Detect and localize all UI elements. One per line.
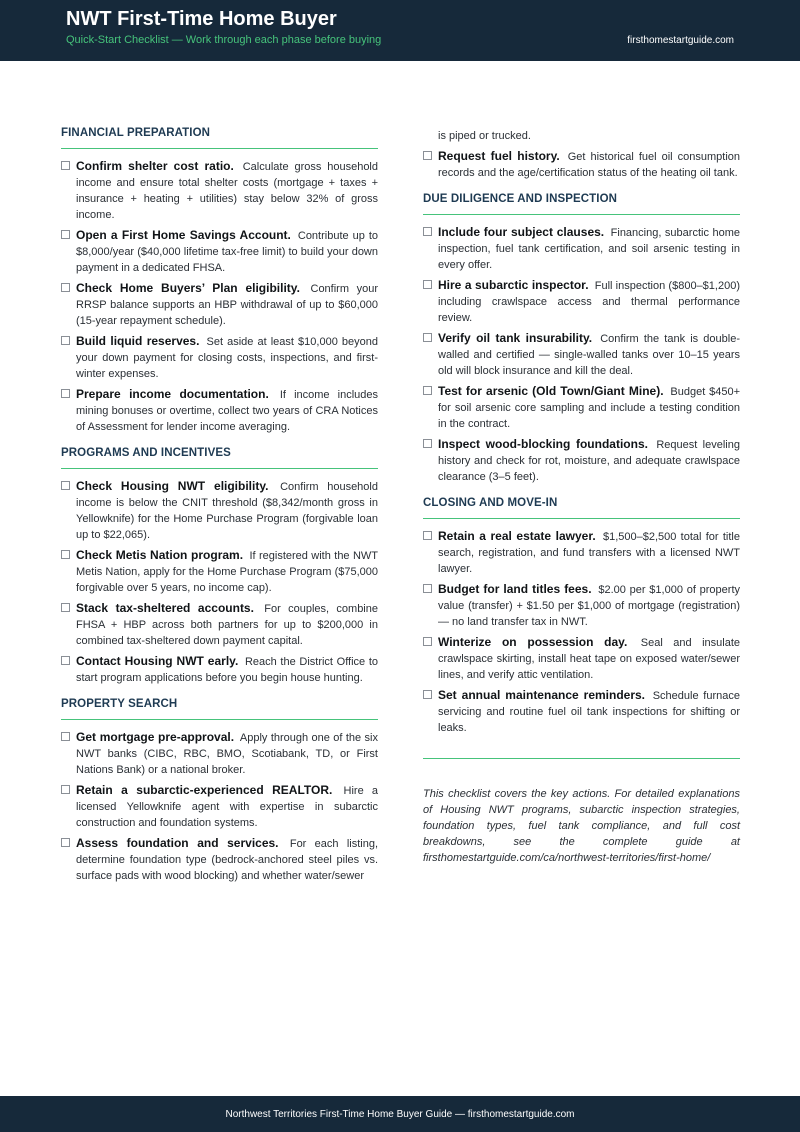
item-lead: Retain a subarctic-experienced REALTOR. — [76, 783, 333, 797]
page-title: NWT First-Time Home Buyer — [66, 8, 337, 30]
item-lead: Contact Housing NWT early. — [76, 654, 239, 668]
checkbox[interactable] — [61, 785, 70, 794]
checkbox[interactable] — [423, 227, 432, 236]
item-text: Confirm your RRSP balance supports an HBP withdrawal of up to $60,000 (15-year repayment schedule). — [76, 283, 378, 327]
item-lead: Budget for land titles fees. — [438, 582, 592, 596]
checklist-item — [61, 280, 378, 329]
item-text: Financing, subarctic home inspection, fuel tank certification, and soil arsenic testing in every offer. — [438, 227, 740, 271]
section-property-search — [61, 698, 378, 884]
checklist-item — [423, 224, 740, 273]
page-footer — [0, 1096, 800, 1132]
checklist-item — [423, 436, 740, 485]
item-lead: Include four subject clauses. — [438, 225, 605, 239]
checkbox[interactable] — [423, 333, 432, 342]
section-title: PROPERTY SEARCH — [61, 698, 378, 720]
item-lead: Verify oil tank insurability. — [438, 331, 593, 345]
checklist-item — [61, 729, 378, 778]
item-lead: Prepare income documentation. — [76, 387, 269, 401]
item-text: Full inspection ($800–$1,200) including crawlspace access and thermal performance review. — [438, 280, 740, 324]
section-due-diligence — [423, 193, 740, 485]
checklist-item — [423, 581, 740, 630]
checklist-item — [61, 158, 378, 223]
item-lead: Confirm shelter cost ratio. — [76, 159, 234, 173]
item-lead: Retain a real estate lawyer. — [438, 529, 596, 543]
item-text: For couples, combine FHSA + HBP across both partners for up to $200,000 in combined tax-sheltered down payment capital. — [76, 603, 378, 647]
checkbox[interactable] — [423, 584, 432, 593]
item-lead: Winterize on possession day. — [438, 635, 628, 649]
checklist-item — [61, 478, 378, 543]
item-text: $2.00 per $1,000 of property value (transfer) + $1.50 per $1,000 of mortgage (registration) — no land transfer tax in NWT. — [438, 584, 741, 628]
checkbox[interactable] — [423, 151, 432, 160]
item-lead: Test for arsenic (Old Town/Giant Mine). — [438, 384, 664, 398]
item-lead: Build liquid reserves. — [76, 334, 200, 348]
checklist-item — [61, 835, 378, 884]
checklist-item — [423, 277, 740, 326]
checklist-item — [61, 547, 378, 596]
checkbox[interactable] — [423, 386, 432, 395]
item-text: Calculate gross household income and ensure total shelter costs (mortgage + taxes + insurance + heating + utilities) stay below 32% of gross income. — [76, 161, 378, 221]
checklist-item — [61, 386, 378, 435]
item-text: Reach the District Office to start program applications before you begin house hunting. — [76, 656, 379, 684]
section-programs-incentives — [61, 447, 378, 686]
item-lead: Check Home Buyers’ Plan eligibility. — [76, 281, 300, 295]
checkbox[interactable] — [61, 656, 70, 665]
item-text: $1,500–$2,500 total for title search, registration, and fund transfers with a licensed NWT lawyer. — [438, 531, 740, 575]
checklist-item — [423, 634, 740, 683]
item-lead: Assess foundation and services. — [76, 836, 279, 850]
checkbox[interactable] — [61, 230, 70, 239]
checklist-item — [423, 383, 740, 432]
item-text: Apply through one of the six NWT banks (CIBC, RBC, BMO, Scotiabank, TD, or First Nations Bank) or a national broker. — [76, 732, 379, 776]
checkbox[interactable] — [423, 280, 432, 289]
checkbox[interactable] — [423, 531, 432, 540]
checkbox[interactable] — [61, 161, 70, 170]
right-column — [423, 128, 740, 866]
item-text: Get historical fuel oil consumption records and the age/certification status of the heating oil tank. — [438, 151, 740, 179]
checkbox[interactable] — [61, 732, 70, 741]
item-text: Schedule furnace servicing and routine fuel oil tank inspections for shifting or leaks. — [438, 690, 740, 734]
checklist-item — [61, 782, 378, 831]
checklist-item — [423, 687, 740, 736]
checkbox[interactable] — [61, 283, 70, 292]
item-lead: Check Housing NWT eligibility. — [76, 479, 269, 493]
item-lead: Check Metis Nation program. — [76, 548, 244, 562]
checklist-item — [423, 148, 740, 181]
item-lead: Request fuel history. — [438, 149, 560, 163]
item-lead: Stack tax-sheltered accounts. — [76, 601, 254, 615]
checkbox[interactable] — [61, 838, 70, 847]
item-lead: Set annual maintenance reminders. — [438, 688, 646, 702]
item-text: Set aside at least $10,000 beyond your down payment for closing costs, inspections, and first-winter expenses. — [76, 336, 378, 380]
page-header — [0, 0, 800, 61]
note-divider — [423, 758, 740, 759]
item-lead: Get mortgage pre-approval. — [76, 730, 235, 744]
page-subtitle: Quick-Start Checklist — Work through each phase before buying — [66, 34, 382, 46]
section-title: CLOSING AND MOVE-IN — [423, 497, 740, 519]
item-continuation: is piped or trucked. — [438, 130, 531, 142]
item-text: Seal and insulate crawlspace skirting, install heat tape on exposed water/sewer lines, and verify attic ventilation. — [438, 637, 740, 681]
left-column — [61, 127, 378, 896]
item-lead: Inspect wood-blocking foundations. — [438, 437, 648, 451]
item-text: Budget $450+ for soil arsenic core sampling and include a testing condition in the contract. — [438, 386, 740, 430]
section-title: FINANCIAL PREPARATION — [61, 127, 378, 149]
item-lead: Hire a subarctic inspector. — [438, 278, 589, 292]
checklist-item — [423, 528, 740, 577]
checkbox[interactable] — [61, 603, 70, 612]
item-text: Confirm the tank is double-walled and certified — single-walled tanks over 10–15 years old will block insurance and kill the deal. — [438, 333, 740, 377]
item-text: If registered with the NWT Metis Nation, apply for the Home Purchase Program ($75,000 forgivable over 5 years, no income cap). — [76, 550, 378, 594]
checkbox[interactable] — [61, 550, 70, 559]
checklist-item — [61, 227, 378, 276]
checkbox[interactable] — [61, 389, 70, 398]
section-title: PROGRAMS AND INCENTIVES — [61, 447, 378, 469]
checkbox[interactable] — [423, 690, 432, 699]
checklist-item — [423, 330, 740, 379]
checkbox[interactable] — [61, 336, 70, 345]
item-text: Request leveling history and check for rot, moisture, and adequate crawlspace clearance (3–5 feet). — [438, 439, 740, 483]
item-text: If income includes mining bonuses or overtime, collect two years of CRA Notices of Assessment for lender income averaging. — [76, 389, 378, 433]
checklist-item — [61, 653, 378, 686]
item-text: Contribute up to $8,000/year ($40,000 lifetime tax-free limit) to build your down payment in a dedicated FHSA. — [76, 230, 378, 274]
section-closing-move-in — [423, 497, 740, 736]
checklist-item — [61, 333, 378, 382]
item-text: Confirm household income is below the CNIT threshold ($8,342/month gross in Yellowknife) for the Home Purchase Program (forgivable loan up to $22,065). — [76, 481, 378, 541]
section-financial-preparation — [61, 127, 378, 435]
guide-note: This checklist covers the key actions. For detailed explanations of Housing NWT programs, subarctic inspection strategies, foundation types, fuel tank compliance, and full cost breakdowns, see the complete guide at firsthomestartguide.com/ca/northwest-territories/first-home/ — [423, 788, 740, 864]
item-lead: Open a First Home Savings Account. — [76, 228, 291, 242]
checkbox[interactable] — [61, 481, 70, 490]
item-text: For each listing, determine foundation type (bedrock-anchored steel piles vs. surface pads with wood blocking) and whether water/sewer — [76, 838, 379, 882]
checklist-item — [61, 600, 378, 649]
checkbox[interactable] — [423, 637, 432, 646]
checkbox[interactable] — [423, 439, 432, 448]
section-property-search-cont — [423, 148, 740, 181]
section-title: DUE DILIGENCE AND INSPECTION — [423, 193, 740, 215]
header-site-link[interactable]: firsthomestartguide.com — [627, 35, 734, 46]
item-text: Hire a licensed Yellowknife agent with expertise in subarctic construction and foundation systems. — [76, 785, 378, 829]
footer-text: Northwest Territories First-Time Home Buyer Guide — firsthomestartguide.com — [225, 1108, 575, 1120]
